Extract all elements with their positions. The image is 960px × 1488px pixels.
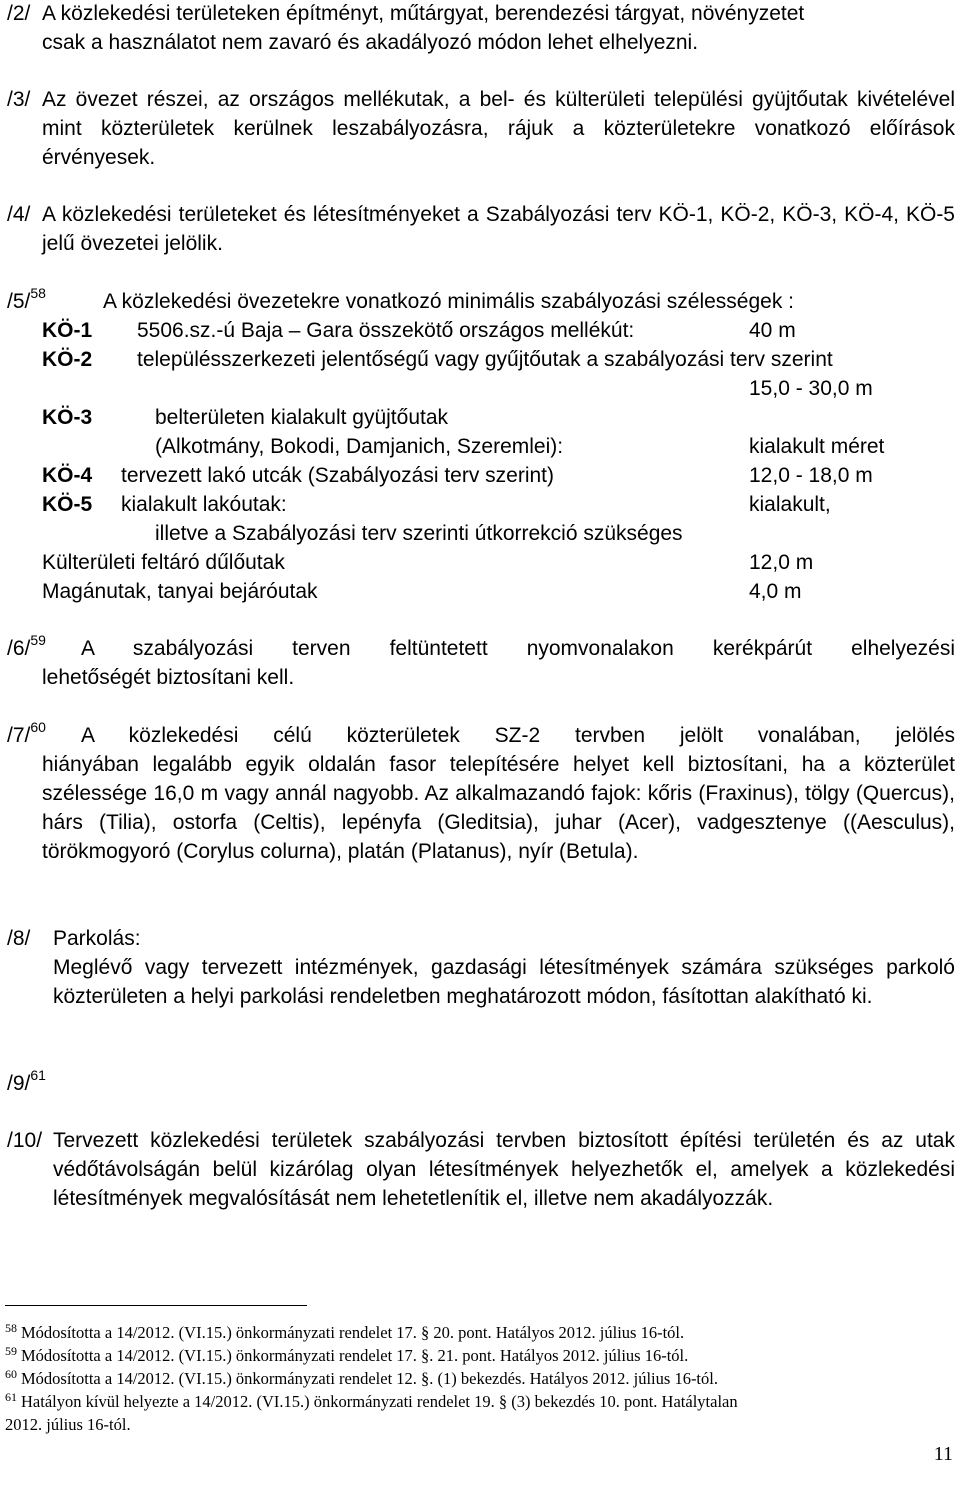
ko2-code: KÖ-2: [42, 348, 93, 371]
para-6-number: /6/$^{59}$: [7, 632, 46, 660]
para-7-number: /7/$^{60}$: [7, 719, 46, 747]
footnote-ref-59: 59: [30, 632, 46, 648]
footnote-58: $^{58}$ Módosította a 14/2012. (VI.15.) önkormányzati rendelet 17. § 20. pont. Hatályos 2012. július 16-tól.: [5, 1320, 685, 1342]
ko2-desc: településszerkezeti jelentőségű vagy gyűjtőutak a szabályozási terv szerint: [137, 348, 833, 371]
para-5-intro: A közlekedési övezetekre vonatkozó minimális szabályozási szélességek :: [103, 290, 795, 313]
ko5-value: kialakult,: [749, 493, 831, 516]
ko3-value: kialakult méret: [749, 435, 885, 458]
ko1-value: 40 m: [749, 319, 796, 342]
ko5-code: KÖ-5: [42, 493, 93, 516]
para-8-number: /8/: [7, 927, 31, 950]
para-3-text: Az övezet részei, az országos mellékutak, a bel- és külterületi települési gyüjtőutak kivételével mint közterületek kerülnek leszabályozásra, rájuk a közterületekre vonatkozó előírások érvényesek.: [42, 88, 955, 169]
para-6-line2: lehetőségét biztosítani kell.: [42, 666, 295, 689]
footnote-61: $^{61}$ Hatályon kívül helyezte a 14/2012. (VI.15.) önkormányzati rendelet 19. § (3) bekezdés 10. pont. Hatálytalan: [5, 1389, 738, 1411]
ko5-desc: kialakult lakóutak:: [121, 493, 287, 516]
para-8-text: Meglévő vagy tervezett intézmények, gazdasági létesítmények számára szükséges parkoló közterületen a helyi parkolási rendeletben meghatározott módon, fásítottan alakítható ki.: [53, 956, 955, 1008]
ko4-code: KÖ-4: [42, 464, 93, 487]
footnote-59: $^{59}$ Módosította a 14/2012. (VI.15.) önkormányzati rendelet 17. §. 21. pont. Hatályos 2012. július 16-tól.: [5, 1343, 689, 1365]
ko1-code: KÖ-1: [42, 319, 93, 342]
footnote-ref-61: 61: [30, 1067, 46, 1083]
para-10-text: Tervezett közlekedési területek szabályozási tervben biztosított építési területén és az utak védőtávolságán belül kizárólag olyan létesítmények helyezhetők el, amelyek a közlekedési létesítmények megvalósítását nem lehetetlenítik el, illetve nem akadályozzák.: [53, 1129, 955, 1210]
ko3-desc2: (Alkotmány, Bokodi, Damjanich, Szeremlei):: [155, 435, 564, 458]
footnote-separator: [5, 1305, 307, 1306]
para-8-title: Parkolás:: [53, 927, 141, 950]
para-6-line1: A szabályozási terven feltüntetett nyomvonalakon kerékpárút elhelyezési: [81, 637, 955, 660]
para-2-line1: A közlekedési területeken építményt, műtárgyat, berendezési tárgyat, növényzetet: [42, 2, 805, 25]
para-3-number: /3/: [7, 88, 31, 111]
kulteruleti-desc: Külterületi feltáró dűlőutak: [42, 551, 285, 574]
footnote-ref-58: 58: [30, 285, 46, 301]
footnote-ref-60: 60: [30, 719, 46, 735]
ko4-value: 12,0 - 18,0 m: [749, 464, 873, 487]
para-10-number: /10/: [7, 1129, 43, 1152]
ko2-value: 15,0 - 30,0 m: [749, 377, 873, 400]
maganutak-desc: Magánutak, tanyai bejáróutak: [42, 580, 318, 603]
para-2-number: /2/: [7, 2, 31, 25]
para-5-number: /5/$^{58}$: [7, 285, 46, 313]
para-7-line1: A közlekedési célú közterületek SZ-2 tervben jelölt vonalában, jelölés: [81, 724, 955, 747]
para-4-text: A közlekedési területeket és létesítményeket a Szabályozási terv KÖ-1, KÖ-2, KÖ-3, KÖ-4, KÖ-5 jelű övezetei jelölik.: [42, 203, 955, 255]
ko3-code: KÖ-3: [42, 406, 93, 429]
footnote-61-cont: 2012. július 16-tól.: [5, 1415, 131, 1434]
para-9-number: /9/$^{61}$: [7, 1067, 46, 1095]
ko1-desc: 5506.sz.-ú Baja – Gara összekötő országos mellékút:: [137, 319, 635, 342]
page-number: 11: [933, 1443, 953, 1465]
ko5-desc2: illetve a Szabályozási terv szerinti útkorrekció szükséges: [155, 522, 683, 545]
ko4-desc: tervezett lakó utcák (Szabályozási terv szerint): [121, 464, 555, 487]
footnote-60: $^{60}$ Módosította a 14/2012. (VI.15.) önkormányzati rendelet 12. §. (1) bekezdés. Hatályos 2012. július 16-tól.: [5, 1366, 718, 1388]
kulteruleti-value: 12,0 m: [749, 551, 814, 574]
para-7-text: hiányában legalább egyik oldalán fasor telepítésére helyet kell biztosítani, ha a közterület szélessége 16,0 m vagy annál nagyobb. Az alkalmazandó fajok: kőris (Fraxinus), tölgy (Quercus), hárs (Tilia), ostorfa (Celtis), lepényfa (Gleditsia), juhar (Acer), vadgesztenye ((Aesculus), törökmogyoró (Corylus colurna), platán (Platanus), nyír (Betula).: [42, 753, 955, 863]
ko3-desc1: belterületen kialakult gyüjtőutak: [155, 406, 449, 429]
maganutak-value: 4,0 m: [749, 580, 802, 603]
para-4-number: /4/: [7, 203, 31, 226]
para-2-line2: csak a használatot nem zavaró és akadályozó módon lehet elhelyezni.: [42, 31, 699, 54]
